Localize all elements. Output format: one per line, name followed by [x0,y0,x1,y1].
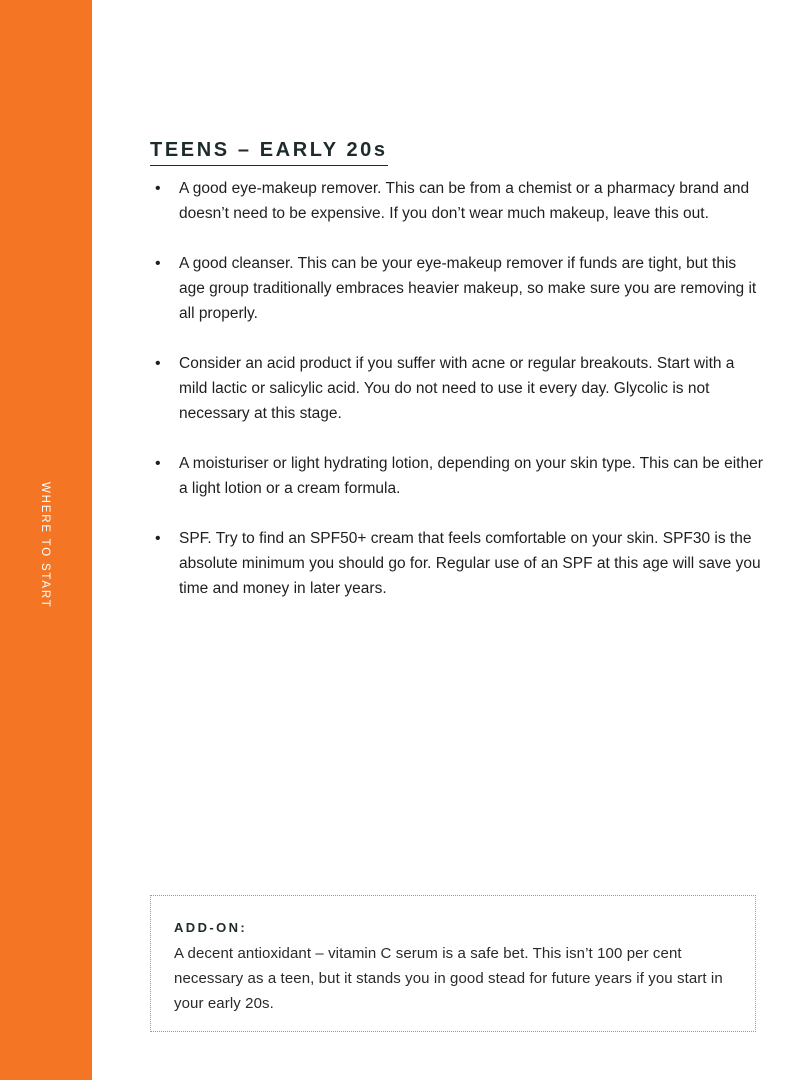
tips-list [150,176,765,626]
list-item [150,451,765,501]
bullet-icon: • [155,355,161,372]
list-item [150,251,765,326]
list-item-text: SPF. Try to find an SPF50+ cream that feels comfortable on your skin. SPF30 is the absolute minimum you should go for. Regular use of an SPF at this age will save you time and money in later years. [179,530,761,597]
addon-title: ADD-ON: [174,920,248,935]
bullet-icon: • [155,255,161,272]
list-item [150,526,765,601]
list-item-text: Consider an acid product if you suffer with acne or regular breakouts. Start with a mild lactic or salicylic acid. You do not need to use it every day. Glycolic is not necessary at this stage. [179,355,735,422]
section-side-label: WHERE TO START [39,482,51,609]
addon-box [150,895,756,1032]
section-heading: TEENS – EARLY 20s [150,138,388,166]
list-item-text: A moisturiser or light hydrating lotion, depending on your skin type. This can be either a light lotion or a cream formula. [179,455,763,497]
bullet-icon: • [155,180,161,197]
list-item [150,176,765,226]
side-color-bar [0,0,92,1080]
list-item-text: A good cleanser. This can be your eye-makeup remover if funds are tight, but this age group traditionally embraces heavier makeup, so make sure you are removing it all properly. [179,255,757,322]
bullet-icon: • [155,530,161,547]
bullet-icon: • [155,455,161,472]
list-item-text: A good eye-makeup remover. This can be from a chemist or a pharmacy brand and doesn’t need to be expensive. If you don’t wear much makeup, leave this out. [179,180,750,222]
list-item [150,351,765,426]
addon-text: A decent antioxidant – vitamin C serum is a safe bet. This isn’t 100 per cent necessary as a teen, but it stands you in good stead for future years if you start in your early 20s. [174,945,723,1012]
